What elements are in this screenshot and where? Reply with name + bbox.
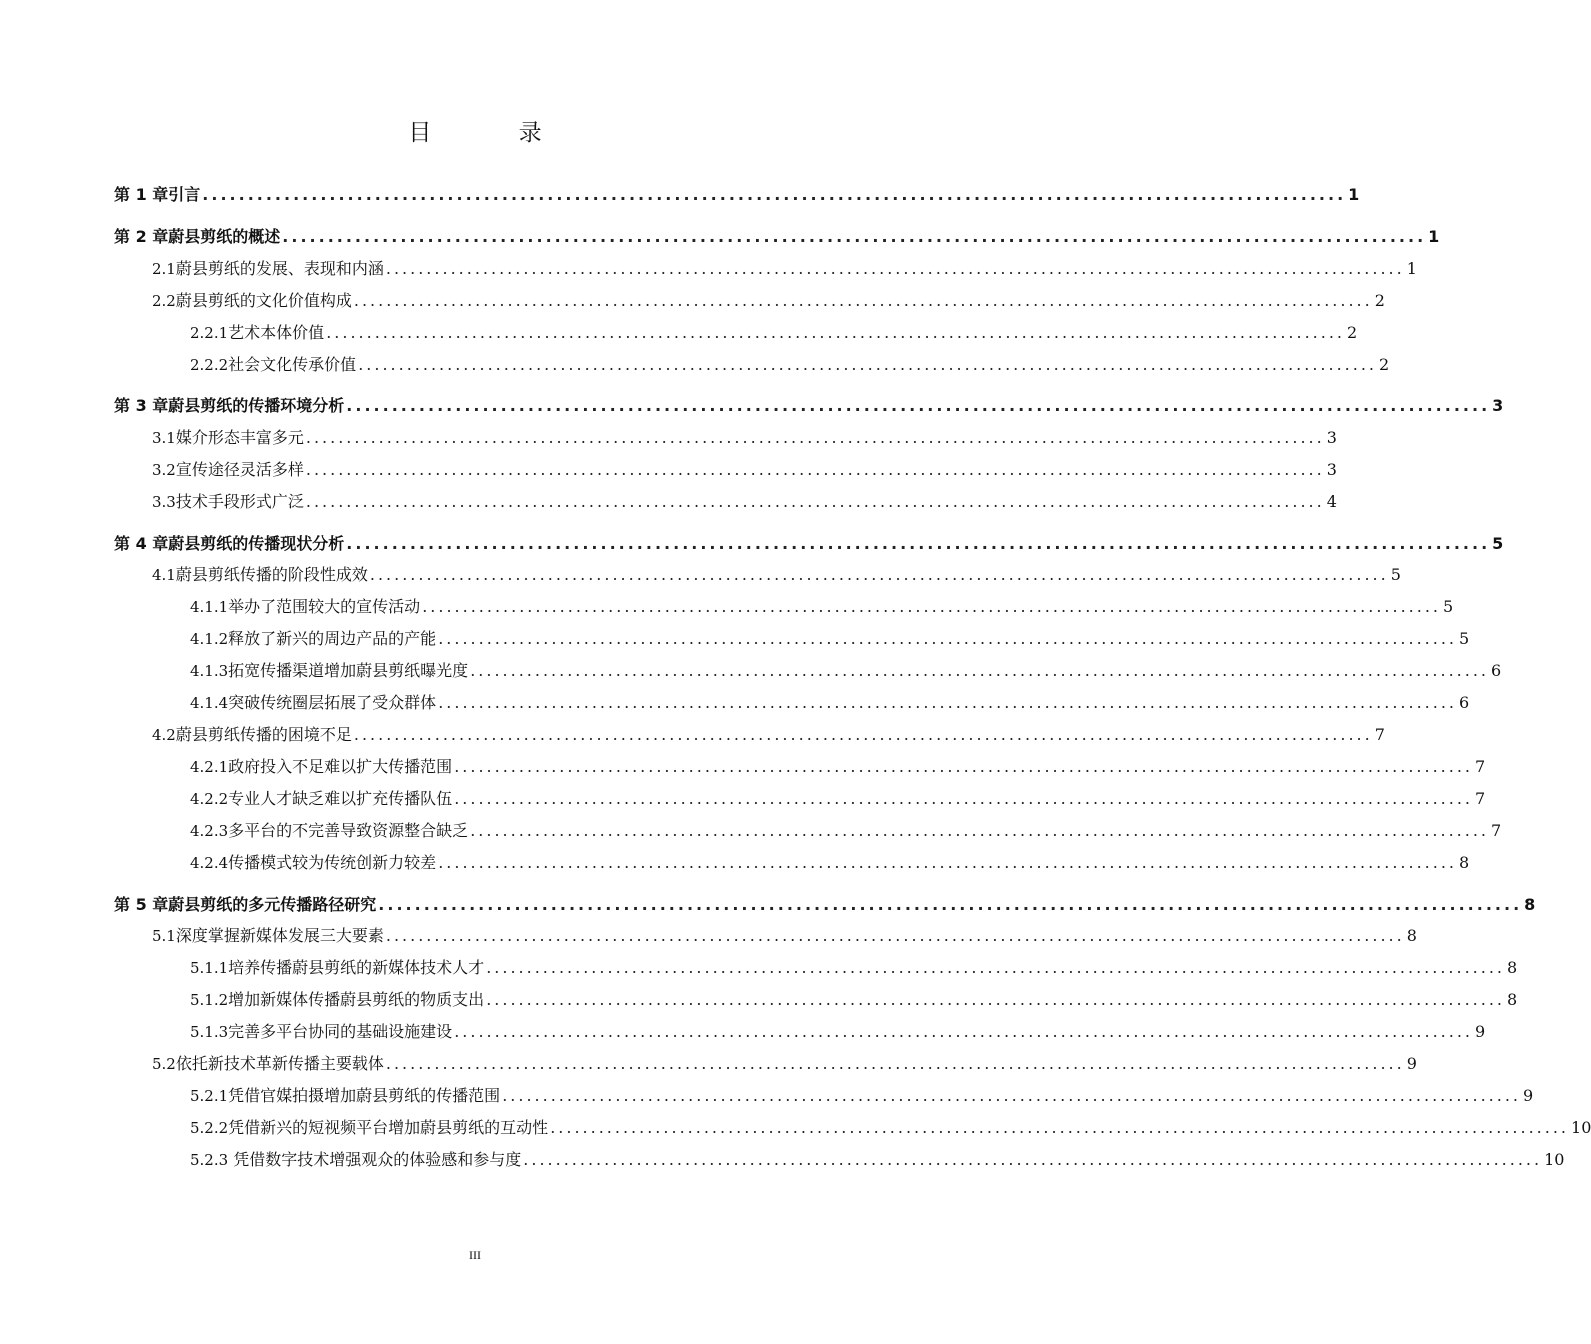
dot-leader: ..............................................................................................................................	[470, 821, 1490, 840]
dot-leader: ..............................................................................................................................	[454, 757, 1474, 776]
dot-leader: ..............................................................................................................................	[454, 789, 1474, 808]
entry-page-number: 9	[1523, 1086, 1534, 1105]
dot-leader: ..............................................................................................................................	[438, 629, 1458, 648]
entry-number: 5.1.3	[190, 1023, 229, 1041]
entry-number: 第 4 章	[114, 534, 169, 553]
entry-number: 2.2.2	[190, 356, 229, 374]
entry-title: 蔚县剪纸的传播现状分析	[168, 534, 345, 553]
entry-title: 宣传途径灵活多样	[175, 460, 304, 479]
entry-title: 凭借官媒拍摄增加蔚县剪纸的传播范围	[228, 1086, 501, 1105]
toc-entry[interactable]	[0, 1018, 1486, 1042]
entry-page-number: 1	[1428, 227, 1440, 246]
dot-leader: ..............................................................................................................................	[305, 460, 1325, 479]
entry-page-number: 7	[1374, 725, 1385, 744]
toc-entry[interactable]	[0, 954, 1518, 978]
entry-title: 社会文化传承价值	[228, 355, 357, 374]
toc-entry[interactable]	[0, 392, 1504, 416]
entry-number: 5.1.2	[190, 991, 229, 1009]
dot-leader: ..............................................................................................................................	[346, 534, 1491, 553]
entry-number: 第 2 章	[114, 227, 169, 246]
toc-entry[interactable]	[0, 223, 1440, 247]
toc-entry[interactable]	[0, 488, 1337, 512]
toc-entry[interactable]	[0, 593, 1454, 617]
dot-leader: ..............................................................................................................................	[353, 291, 1373, 310]
dot-leader: ..............................................................................................................................	[422, 597, 1442, 616]
toc-entry[interactable]	[0, 255, 1417, 279]
entry-page-number: 10	[1571, 1118, 1591, 1137]
dot-leader: ..............................................................................................................................	[282, 227, 1427, 246]
entry-title: 举办了范围较大的宣传活动	[228, 597, 421, 616]
entry-title: 蔚县剪纸的传播环境分析	[168, 396, 345, 415]
toc-entry[interactable]	[0, 424, 1337, 448]
entry-title: 蔚县剪纸的多元传播路径研究	[168, 895, 377, 914]
entry-page-number: 5	[1492, 534, 1504, 553]
toc-entry[interactable]	[0, 625, 1470, 649]
dot-leader: ..............................................................................................................................	[438, 853, 1458, 872]
entry-title: 艺术本体价值	[228, 323, 325, 342]
entry-number: 5.1	[152, 927, 176, 945]
entry-number: 4.2.4	[190, 854, 229, 872]
toc-entry[interactable]	[0, 1082, 1534, 1106]
dot-leader: ..............................................................................................................................	[454, 1022, 1474, 1041]
entry-page-number: 2	[1347, 323, 1358, 342]
entry-number: 3.1	[152, 429, 176, 447]
entry-title: 蔚县剪纸传播的阶段性成效	[175, 565, 368, 584]
entry-number: 4.1.4	[190, 694, 229, 712]
entry-title: 技术手段形式广泛	[175, 492, 304, 511]
entry-title: 凭借新兴的短视频平台增加蔚县剪纸的互动性	[228, 1118, 549, 1137]
dot-leader: ..............................................................................................................................	[326, 323, 1346, 342]
entry-page-number: 8	[1507, 990, 1518, 1009]
toc-entry[interactable]	[0, 785, 1486, 809]
entry-page-number: 2	[1374, 291, 1385, 310]
toc-entry[interactable]	[0, 1114, 1591, 1138]
entry-number: 4.1	[152, 566, 176, 584]
entry-title: 专业人才缺乏难以扩充传播队伍	[228, 789, 453, 808]
entry-page-number: 3	[1492, 396, 1504, 415]
toc-entry[interactable]	[0, 922, 1417, 946]
entry-title: 培养传播蔚县剪纸的新媒体技术人才	[228, 958, 485, 977]
entry-page-number: 4	[1326, 492, 1337, 511]
dot-leader: ..............................................................................................................................	[369, 565, 1389, 584]
entry-page-number: 7	[1475, 757, 1486, 776]
entry-page-number: 7	[1475, 789, 1486, 808]
entry-title: 政府投入不足难以扩大传播范围	[228, 757, 453, 776]
entry-number: 4.1.2	[190, 630, 229, 648]
dot-leader: ..............................................................................................................................	[346, 396, 1491, 415]
dot-leader: ..............................................................................................................................	[385, 1054, 1405, 1073]
entry-number: 第 3 章	[114, 396, 169, 415]
dot-leader: ..............................................................................................................................	[470, 661, 1490, 680]
page-folio: III	[469, 1248, 481, 1262]
entry-title: 拓宽传播渠道增加蔚县剪纸曝光度	[228, 661, 469, 680]
entry-page-number: 5	[1390, 565, 1401, 584]
toc-entry[interactable]	[0, 657, 1502, 681]
dot-leader: ..............................................................................................................................	[353, 725, 1373, 744]
dot-leader: ..............................................................................................................................	[385, 259, 1405, 278]
toc-entry[interactable]	[0, 1146, 1565, 1170]
entry-title: 完善多平台协同的基础设施建设	[228, 1022, 453, 1041]
entry-page-number: 9	[1475, 1022, 1486, 1041]
dot-leader: ..............................................................................................................................	[358, 355, 1378, 374]
dot-leader: ..............................................................................................................................	[438, 693, 1458, 712]
dot-leader: ..............................................................................................................................	[385, 926, 1405, 945]
entry-title: 蔚县剪纸的发展、表现和内涵	[175, 259, 384, 278]
toc-entry[interactable]	[0, 319, 1358, 343]
entry-page-number: 7	[1491, 821, 1502, 840]
entry-number: 5.1.1	[190, 959, 229, 977]
entry-title: 蔚县剪纸传播的困境不足	[175, 725, 352, 744]
entry-number: 4.1.3	[190, 662, 229, 680]
entry-page-number: 1	[1406, 259, 1417, 278]
entry-page-number: 5	[1459, 629, 1470, 648]
toc-entry[interactable]	[0, 849, 1470, 873]
entry-number: 5.2.1	[190, 1087, 229, 1105]
entry-title: 蔚县剪纸的文化价值构成	[175, 291, 352, 310]
entry-number: 3.3	[152, 493, 176, 511]
toc-entry[interactable]	[0, 986, 1518, 1010]
entry-number: 3.2	[152, 461, 176, 479]
entry-page-number: 9	[1406, 1054, 1417, 1073]
entry-number: 4.1.1	[190, 598, 229, 616]
entry-number: 5.2	[152, 1055, 176, 1073]
dot-leader: ..............................................................................................................................	[550, 1118, 1570, 1137]
entry-number: 4.2.1	[190, 758, 229, 776]
toc-entry[interactable]	[0, 351, 1390, 375]
entry-page-number: 8	[1524, 895, 1536, 914]
toc-entry[interactable]	[0, 891, 1536, 915]
entry-number: 4.2.2	[190, 790, 229, 808]
toc-entry[interactable]	[0, 721, 1385, 745]
entry-number: 5.2.2	[190, 1119, 229, 1137]
toc-entry[interactable]	[0, 181, 1360, 205]
entry-number: 4.2	[152, 726, 176, 744]
entry-title: 多平台的不完善导致资源整合缺乏	[228, 821, 469, 840]
entry-number: 2.2.1	[190, 324, 229, 342]
entry-title: 深度掌握新媒体发展三大要素	[175, 926, 384, 945]
entry-title: 蔚县剪纸的概述	[168, 227, 281, 246]
toc-entry[interactable]	[0, 1050, 1417, 1074]
entry-page-number: 10	[1544, 1150, 1565, 1169]
entry-page-number: 8	[1459, 853, 1470, 872]
entry-page-number: 2	[1379, 355, 1390, 374]
entry-page-number: 8	[1507, 958, 1518, 977]
dot-leader: ..............................................................................................................................	[305, 492, 1325, 511]
toc-entry[interactable]	[0, 753, 1486, 777]
entry-title: 突破传统圈层拓展了受众群体	[228, 693, 437, 712]
entry-number: 2.2	[152, 292, 176, 310]
entry-page-number: 5	[1443, 597, 1454, 616]
entry-number: 第 1 章	[114, 185, 169, 204]
dot-leader: ..............................................................................................................................	[486, 958, 1506, 977]
entry-page-number: 3	[1326, 460, 1337, 479]
dot-leader: ..............................................................................................................................	[502, 1086, 1522, 1105]
entry-page-number: 8	[1406, 926, 1417, 945]
dot-leader: ..............................................................................................................................	[305, 428, 1325, 447]
entry-number: 2.1	[152, 260, 176, 278]
dot-leader: ..............................................................................................................................	[523, 1150, 1543, 1169]
toc-title: 目 录	[408, 120, 582, 146]
entry-title: 增加新媒体传播蔚县剪纸的物质支出	[228, 990, 485, 1009]
entry-title: 依托新技术革新传播主要载体	[175, 1054, 384, 1073]
toc-entry[interactable]	[0, 689, 1470, 713]
toc-entry[interactable]	[0, 287, 1385, 311]
entry-number: 第 5 章	[114, 895, 169, 914]
toc-entry[interactable]	[0, 817, 1502, 841]
entry-page-number: 6	[1459, 693, 1470, 712]
entry-title: 媒介形态丰富多元	[175, 428, 304, 447]
entry-page-number: 1	[1348, 185, 1360, 204]
entry-number: 4.2.3	[190, 822, 229, 840]
dot-leader: ..............................................................................................................................	[378, 895, 1523, 914]
toc-entry[interactable]	[0, 456, 1337, 480]
entry-page-number: 6	[1491, 661, 1502, 680]
entry-page-number: 3	[1326, 428, 1337, 447]
dot-leader: ..............................................................................................................................	[202, 185, 1347, 204]
entry-number: 5.2.3	[190, 1151, 229, 1169]
entry-title: 释放了新兴的周边产品的产能	[228, 629, 437, 648]
entry-title: 凭借数字技术增强观众的体验感和参与度	[228, 1150, 522, 1169]
toc-entry[interactable]	[0, 530, 1504, 554]
entry-title: 引言	[168, 185, 201, 204]
dot-leader: ..............................................................................................................................	[486, 990, 1506, 1009]
toc-entry[interactable]	[0, 561, 1401, 585]
entry-title: 传播模式较为传统创新力较差	[228, 853, 437, 872]
